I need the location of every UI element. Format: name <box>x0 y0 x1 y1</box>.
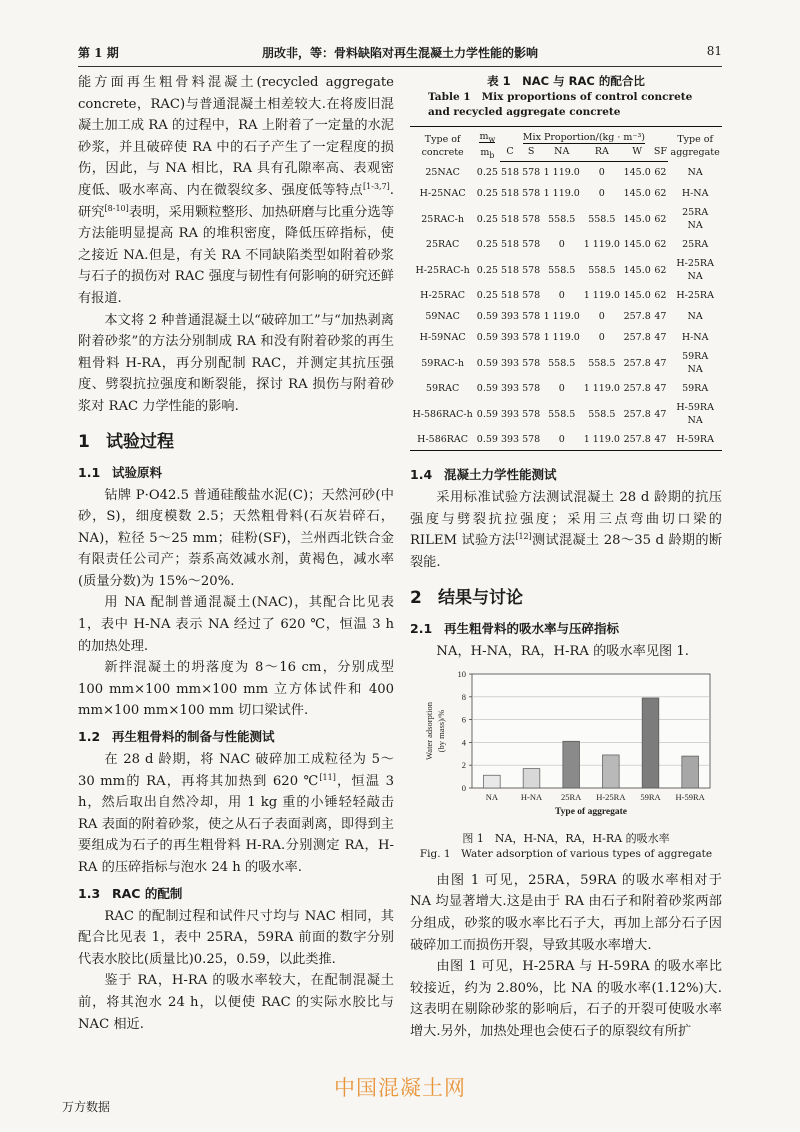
citation: [12] <box>515 532 532 542</box>
subsection-heading: 1.4 混凝土力学性能测试 <box>410 467 557 483</box>
table-cell: 47 <box>654 408 667 420</box>
table-cell: 0 <box>558 239 565 251</box>
y-tick-label: 6 <box>461 714 466 725</box>
paragraph: NA，H-NA，RA，H-RA 的吸水率见图 1. <box>436 643 689 659</box>
table-cell: 393 <box>500 383 520 395</box>
y-axis-label: Water adsorption <box>424 702 434 761</box>
table-cell: 62 <box>654 290 667 302</box>
table-cell: 145.0 <box>623 213 651 225</box>
y-tick-label: 8 <box>461 692 466 703</box>
watermark-text: 中国混凝土网 <box>334 1076 466 1100</box>
x-tick-label: H-NA <box>520 792 543 803</box>
table-row <box>410 204 722 234</box>
table-cell: 257.8 <box>622 429 653 451</box>
subsection-heading: 1.2 再生粗骨料的制备与性能测试 <box>78 729 275 745</box>
table-cell: 257.8 <box>623 383 651 395</box>
table-header-s: S <box>521 144 542 162</box>
plot-frame <box>472 674 710 788</box>
table-cell: 558.5 <box>548 357 576 369</box>
table-header-mix-proportion: Mix Proportion/(kg · m⁻³) <box>500 127 669 145</box>
table-cell: 518 <box>500 290 520 302</box>
intro-paragraph: 能方面再生粗骨料混凝土(recycled aggregate concrete，RAC)与普通混凝土相差较大.在将废旧混凝土加工成 RA 的过程中，RA 上附着了一定量的水泥砂浆，并且破碎使 RA 中的石子产生了一定程度的损伤，因此，与 NA 相比，RA 具有孔隙率高、表观密度低、吸水率高、内在微裂纹多、强度低等特点[1-3,7].研究[8-10]表明，采用颗粒整形、加热研磨与比重分选等方法能明显提高 RA 的堆积密度，降低压碎指标，使之接近 NA.但是，有关 RA 不同缺陷类型如附着砂浆与石子的损伤对 RAC 强度与韧性有何影响的研究还鲜有报道. <box>78 75 395 306</box>
table-row <box>410 183 722 204</box>
citation: [1-3,7] <box>363 181 390 191</box>
table-cell: 578 <box>522 213 541 225</box>
subsection-heading: 1.1 试验原料 <box>78 464 163 480</box>
table-cell: 59RAC <box>425 383 460 395</box>
table-cell: 578 <box>522 264 541 276</box>
table-cell: 558.5 <box>588 357 616 369</box>
citation: [11] <box>319 772 336 782</box>
table-cell-aggregate: 25RA <box>682 239 709 251</box>
table-cell: 25RAC <box>425 239 460 251</box>
x-tick-label: 25RA <box>561 792 582 803</box>
table-header-na: NA <box>542 144 582 162</box>
subsection-heading: 2.1 再生粗骨料的吸水率与压碎指标 <box>410 620 620 636</box>
table-cell: 1 119.0 <box>543 311 580 323</box>
table-cell: 47 <box>654 383 667 395</box>
table-cell: 578 <box>522 311 541 323</box>
paragraph: RAC 的配制过程和试件尺寸均与 NAC 相同，其配合比见表 1，表中 25RA，59RA 前面的数字分别代表水胶比(质量比)0.25，0.59，以此类推. <box>78 908 394 967</box>
table-cell: 145.0 <box>623 188 651 200</box>
figure-caption-en: Fig. 1 Water adsorption of various types of aggregate <box>419 847 713 860</box>
water-absorption-chart <box>410 668 722 818</box>
table-cell: H-25RAC-h <box>415 264 470 276</box>
y-tick-label: 10 <box>457 669 466 680</box>
table-cell-aggregate: 25RA NA <box>682 207 709 232</box>
table-cell: H-25RAC <box>420 290 466 302</box>
table-cell: 0.59 <box>476 383 498 395</box>
table-cell-aggregate: NA <box>687 311 703 323</box>
table-cell: 0.25 <box>476 239 498 251</box>
table-cell: 257.8 <box>623 332 651 344</box>
source-label: 万方数据 <box>62 1100 111 1114</box>
table-cell-aggregate: NA <box>687 167 703 179</box>
table-header-c: C <box>500 144 521 162</box>
table-cell: 0 <box>598 311 605 323</box>
table-cell: 0 <box>598 188 605 200</box>
figure-caption-cn: 图 1 NA，H-NA，RA，H-RA 的吸水率 <box>462 831 670 845</box>
table-cell: 47 <box>654 357 667 369</box>
table-caption-cn: 表 1 NAC 与 RAC 的配合比 <box>487 74 645 88</box>
table-row <box>410 234 722 255</box>
table-cell: 0 <box>558 290 565 302</box>
table-header-sf: SF <box>652 144 668 162</box>
table-cell: 62 <box>654 188 667 200</box>
table-cell: 0.25 <box>476 290 498 302</box>
paragraph: 鉴于 RA，H-RA 的吸水率较大，在配制混凝土前，将其泡水 24 h，以便使 RAC 的实际水胶比与 NAC 相近. <box>78 973 394 1032</box>
table-cell: 393 <box>500 311 520 323</box>
figure-1 <box>410 668 722 862</box>
table-row <box>410 429 722 451</box>
table-cell: 1 119.0 <box>543 188 580 200</box>
paragraph: 在 28 d 龄期，将 NAC 破碎加工成粒径为 5～30 mm的 RA，再将其加热到 620 ℃[11]，恒温 3 h，然后取出自然冷却，用 1 kg 重的小锤轻轻敲击 RA 表面的附着砂浆，使之从石子表面剥离，即得到主要组成为石子的再生粗骨料 H-RA.分别测定 RA，H-RA 的压碎指标与泡水 24 h 的吸水率. <box>78 752 394 875</box>
table-header-ra: RA <box>582 144 622 162</box>
table-cell: 578 <box>521 429 542 451</box>
table-cell: 25NAC <box>425 167 460 179</box>
x-tick-label: NA <box>485 792 498 803</box>
table-cell: 558.5 <box>548 213 576 225</box>
table-cell: 145.0 <box>623 239 651 251</box>
table-header-type-aggregate: Type of aggregate <box>668 127 722 162</box>
table-cell: 578 <box>522 188 541 200</box>
subsection-heading: 1.3 RAC 的配制 <box>78 885 183 901</box>
bar-25ra <box>563 742 580 789</box>
table-cell: 578 <box>522 167 541 179</box>
table-cell: 558.5 <box>588 264 616 276</box>
table-cell: 145.0 <box>623 167 651 179</box>
table-row <box>410 162 722 184</box>
table-row <box>410 399 722 429</box>
table-cell: 0.25 <box>476 188 498 200</box>
issue-number: 第 1 期 <box>78 46 119 60</box>
table-cell: 62 <box>654 239 667 251</box>
table-cell: 257.8 <box>623 408 651 420</box>
paragraph: 采用标准试验方法测试混凝土 28 d 龄期的抗压强度与劈裂抗拉强度；采用三点弯曲切口梁的 RILEM 试验方法[12]测试混凝土 28～35 d 龄期的断裂能. <box>410 490 723 571</box>
table-caption-en: Table 1 Mix proportions of control concrete and recycled aggregate concrete <box>428 91 693 118</box>
table-cell: 0.59 <box>476 311 498 323</box>
table-cell-aggregate: 59RA NA <box>682 351 709 376</box>
header-divider <box>78 66 722 67</box>
table-cell-aggregate: H-25RA <box>676 290 714 302</box>
table-cell: 1 119.0 <box>583 239 620 251</box>
table-cell: 0.59 <box>476 408 498 420</box>
y-axis-label: (by mass)/% <box>436 709 446 753</box>
table-cell: 393 <box>500 429 521 451</box>
table-cell: 257.8 <box>623 311 651 323</box>
table-cell: 47 <box>654 311 667 323</box>
table-row <box>410 285 722 306</box>
table-cell: 62 <box>654 167 667 179</box>
table-cell: 393 <box>500 408 520 420</box>
table-cell: 578 <box>522 357 541 369</box>
table-cell: 0.59 <box>475 429 499 451</box>
x-tick-label: H-59RA <box>675 792 705 803</box>
table-cell: 0.25 <box>476 264 498 276</box>
table-cell-aggregate: 59RA <box>682 383 709 395</box>
table-cell: 518 <box>500 167 520 179</box>
table-cell: H-586RAC <box>410 429 475 451</box>
bar-na <box>484 775 501 788</box>
table-header-water-binder: $m_w$ $m_b$ <box>475 127 499 162</box>
bar-59ra <box>642 698 659 788</box>
table-cell: 518 <box>500 239 520 251</box>
table-cell: 518 <box>500 264 520 276</box>
table-cell-aggregate: H-59RA NA <box>676 402 714 427</box>
y-tick-label: 4 <box>461 737 466 748</box>
table-cell: 558.5 <box>548 408 576 420</box>
table-cell: 578 <box>522 408 541 420</box>
paragraph: 由图 1 可见，H-25RA 与 H-59RA 的吸水率比较接近，约为 2.80%，比 NA 的吸水率(1.12%)大.这表明在剔除砂浆的影响后，石子的开裂可使吸水率增大.另外，加热处理也会使石子的原裂纹有所扩 <box>410 959 722 1039</box>
table-cell-aggregate: H-NA <box>681 332 709 344</box>
table-cell: 47 <box>654 332 667 344</box>
section-heading: 2 结果与讨论 <box>410 587 523 608</box>
table-cell: 257.8 <box>623 357 651 369</box>
table-cell: 1 119.0 <box>543 167 580 179</box>
table-cell: 1 119.0 <box>583 290 620 302</box>
table-cell: 59NAC <box>425 311 460 323</box>
table-cell: 59RAC-h <box>421 357 464 369</box>
table-row <box>410 348 722 378</box>
paragraph: 钻牌 P·O42.5 普通硅酸盐水泥(C)；天然河砂(中砂，S)，细度模数 2.5；天然粗骨料(石灰岩碎石，NA)，粒径 5～25 mm；硅粉(SF)，兰州西北铁合金有限责任公司产；萘系高效减水剂，黄褐色，减水率(质量分数)为 15%～20%. <box>78 487 394 589</box>
table-cell: 145.0 <box>623 290 651 302</box>
table-cell: 0.25 <box>476 167 498 179</box>
right-column <box>410 72 722 1043</box>
table-cell: 393 <box>500 357 520 369</box>
running-header <box>78 40 722 64</box>
table-cell: H-59NAC <box>419 332 466 344</box>
table-cell: 0 <box>598 332 605 344</box>
table-cell: 578 <box>522 383 541 395</box>
table-cell: 0.59 <box>476 332 498 344</box>
table-cell: 578 <box>522 290 541 302</box>
left-column <box>78 72 394 1035</box>
table-cell: 393 <box>500 332 520 344</box>
table-cell-aggregate: H-NA <box>681 188 709 200</box>
table-cell: 0.59 <box>476 357 498 369</box>
table-header-type-concrete: Type of concrete <box>410 127 475 162</box>
table-cell: 62 <box>654 264 667 276</box>
table-cell: 0.25 <box>476 213 498 225</box>
x-axis-label: Type of aggregate <box>555 807 627 818</box>
table-cell: 0 <box>542 429 582 451</box>
table-cell-aggregate: H-25RA NA <box>676 258 714 283</box>
table-row <box>410 255 722 285</box>
table-cell: 47 <box>652 429 668 451</box>
table-cell: H-586RAC-h <box>412 408 473 420</box>
bar-h-25ra <box>603 755 620 788</box>
table-row <box>410 327 722 348</box>
mix-proportion-table <box>410 126 722 451</box>
paragraph: 由图 1 可见，25RA，59RA 的吸水率相对于 NA 均显著增大.这是由于 RA 由石子和附着砂浆两部分组成，砂浆的吸水率比石子大，再加上部分石子因破碎加工而损伤开裂，导致其吸水率增大. <box>410 872 722 953</box>
table-cell: 0 <box>558 383 565 395</box>
paragraph: 用 NA 配制普通混凝土(NAC)，其配合比见表 1，表中 H-NA 表示 NA 经过了 620 ℃，恒温 3 h 的加热处理. <box>78 595 394 654</box>
table-cell: 62 <box>654 213 667 225</box>
table-cell: 25RAC-h <box>421 213 464 225</box>
table-cell: 518 <box>500 213 520 225</box>
x-tick-label: 59RA <box>640 792 661 803</box>
table-row <box>410 378 722 399</box>
bar-h-59ra <box>682 756 699 788</box>
table-row <box>410 306 722 327</box>
citation: [8-10] <box>104 203 129 213</box>
x-tick-label: H-25RA <box>596 792 626 803</box>
table-header-w: W <box>622 144 653 162</box>
bar-h-na <box>523 769 540 788</box>
table-cell: 1 119.0 <box>582 429 622 451</box>
table-cell: 145.0 <box>623 264 651 276</box>
table-cell: 558.5 <box>548 264 576 276</box>
paragraph: 新拌混凝土的坍落度为 8～16 cm，分别成型 100 mm×100 mm×100 mm 立方体试件和 400 mm×100 mm×100 mm 切口梁试件. <box>78 660 394 719</box>
paragraph: 本文将 2 种普通混凝土以“破碎加工”与“加热剥离附着砂浆”的方法分别制成 RA 和没有附着砂浆的再生粗骨料 H-RA，再分别配制 RAC，并测定其抗压强度、劈裂抗拉强度和断裂能，探讨 RA 损伤与附着砂浆对 RAC 力学性能的影响. <box>78 312 394 414</box>
table-cell: H-25NAC <box>419 188 466 200</box>
page-number: 81 <box>706 44 722 58</box>
table-cell: 0 <box>598 167 605 179</box>
table-cell: 578 <box>522 332 541 344</box>
table-cell-aggregate: H-59RA <box>668 429 722 451</box>
table-cell: 578 <box>522 239 541 251</box>
table-cell: 1 119.0 <box>583 383 620 395</box>
y-tick-label: 2 <box>461 760 466 771</box>
section-heading: 1 试验过程 <box>78 431 174 452</box>
table-body <box>410 162 722 451</box>
running-title: 朋改非，等：骨料缺陷对再生混凝土力学性能的影响 <box>261 46 538 60</box>
table-cell: 518 <box>500 188 520 200</box>
table-cell: 558.5 <box>588 213 616 225</box>
table-cell: 1 119.0 <box>543 332 580 344</box>
table-cell: 558.5 <box>588 408 616 420</box>
y-tick-label: 0 <box>461 783 466 794</box>
